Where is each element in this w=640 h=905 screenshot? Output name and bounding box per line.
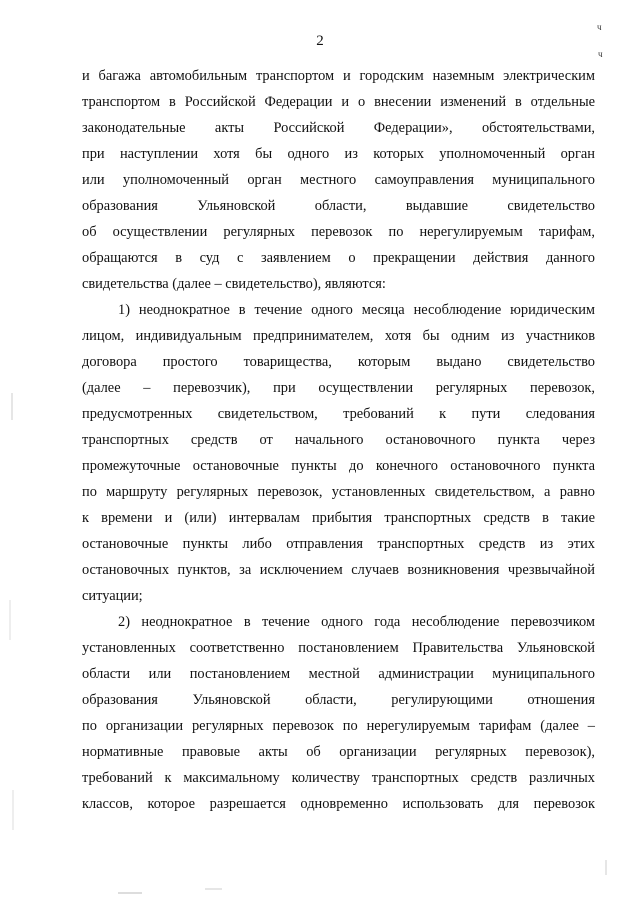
page-number: 2 (316, 33, 324, 49)
text-line: транспортных средств от начального остановочного пункта через (82, 432, 595, 448)
text-line: к времени и (или) интервалам прибытия транспортных средств в такие (82, 510, 595, 526)
text-line: по организации регулярных перевозок по нерегулируемым тарифам (далее – (82, 718, 595, 734)
text-line: остановочные пункты либо отправления транспортных средств из этих (82, 536, 595, 552)
document-body (82, 63, 595, 817)
text-line: или уполномоченный орган местного самоуправления муниципального (82, 172, 595, 188)
corner-mark-bottom: ч (598, 49, 603, 59)
text-line: требований к максимальному количеству транспортных средств различных (82, 770, 595, 786)
text-line: и багажа автомобильным транспортом и городским наземным электрическим (82, 68, 595, 84)
text-line: образования Ульяновской области, регулирующими отношения (82, 692, 595, 708)
text-line: 1) неоднократное в течение одного месяца несоблюдение юридическим (118, 302, 595, 318)
text-line: классов, которое разрешается одновременно использовать для перевозок (82, 796, 595, 812)
text-line: законодательные акты Российской Федерации», обстоятельствами, (82, 120, 595, 136)
text-line: промежуточные остановочные пункты до конечного остановочного пункта (82, 458, 595, 474)
text-line: образования Ульяновской области, выдавшие свидетельство (82, 198, 595, 214)
text-line: договора простого товарищества, которым выдано свидетельство (82, 354, 595, 370)
text-line: 2) неоднократное в течение одного года несоблюдение перевозчиком (118, 614, 595, 630)
text-line: об осуществлении регулярных перевозок по нерегулируемым тарифам, (82, 224, 595, 240)
text-line: (далее – перевозчик), при осуществлении регулярных перевозок, (82, 380, 595, 396)
text-line: при наступлении хотя бы одного из которых уполномоченный орган (82, 146, 595, 162)
text-line: лицом, индивидуальным предпринимателем, хотя бы одним из участников (82, 328, 595, 344)
text-line: по маршруту регулярных перевозок, установленных свидетельством, а равно (82, 484, 595, 500)
text-line: транспортом в Российской Федерации и о внесении изменений в отдельные (82, 94, 595, 110)
text-line: области или постановлением местной администрации муниципального (82, 666, 595, 682)
text-line: обращаются в суд с заявлением о прекращении действия данного (82, 250, 595, 266)
corner-mark-top: ч (597, 22, 602, 32)
text-line: остановочных пунктов, за исключением случаев возникновения чрезвычайной (82, 562, 595, 578)
text-line: ситуации; (82, 588, 143, 604)
text-line: предусмотренных свидетельством, требований к пути следования (82, 406, 595, 422)
text-line: установленных соответственно постановлением Правительства Ульяновской (82, 640, 595, 656)
text-line: свидетельства (далее – свидетельство), являются: (82, 276, 386, 292)
text-line: нормативные правовые акты об организации регулярных перевозок), (82, 744, 595, 760)
